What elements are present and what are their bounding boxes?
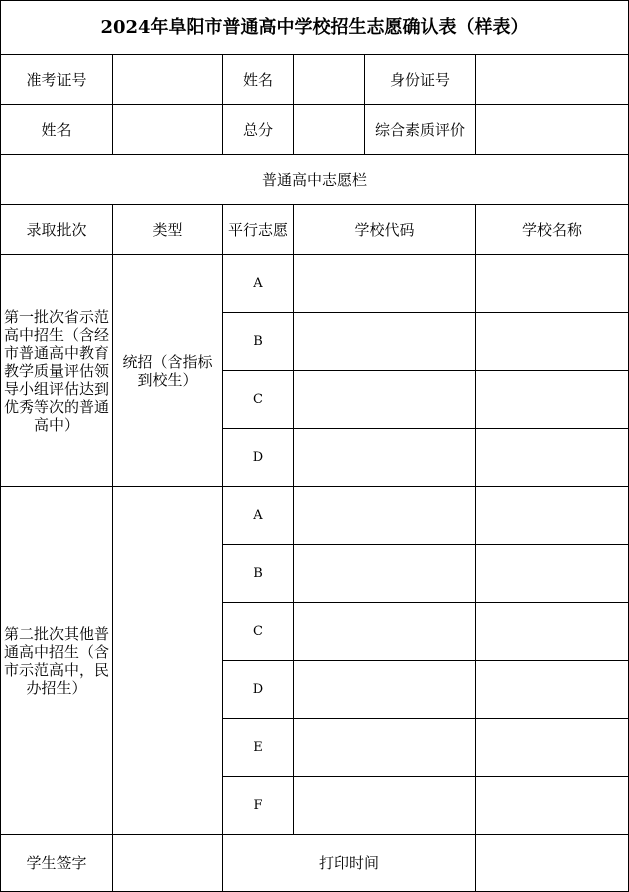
batch2-school-code[interactable] bbox=[294, 487, 475, 544]
batch2-school-code[interactable] bbox=[294, 603, 475, 660]
column-header-parallel: 平行志愿 bbox=[227, 220, 288, 239]
batch1-label: 第一批次省示范高中招生（含经市普通高中教育教学质量评估领导小组评估达到优秀等次的普通高中） bbox=[4, 307, 110, 434]
batch1-school-name[interactable] bbox=[476, 429, 628, 486]
batch1-school-name[interactable] bbox=[476, 313, 628, 370]
batch2-school-code[interactable] bbox=[294, 661, 475, 718]
section-header: 普通高中志愿栏 bbox=[261, 170, 367, 189]
batch2-choice: B bbox=[253, 565, 263, 581]
batch1-choice: A bbox=[253, 275, 263, 291]
name-label-2: 姓名 bbox=[41, 120, 72, 139]
batch2-school-name[interactable] bbox=[476, 487, 628, 544]
total-score-label: 总分 bbox=[242, 120, 273, 139]
column-header-school-code: 学校代码 bbox=[354, 220, 415, 239]
batch2-label: 第二批次其他普通高中招生（含市示范高中，民办招生） bbox=[4, 624, 110, 697]
batch1-school-code[interactable] bbox=[294, 429, 475, 486]
batch2-type bbox=[113, 487, 222, 834]
batch1-school-name[interactable] bbox=[476, 371, 628, 428]
column-header-school-name: 学校名称 bbox=[521, 220, 582, 239]
total-score-value[interactable] bbox=[294, 105, 364, 154]
batch1-school-name[interactable] bbox=[476, 255, 628, 312]
quality-eval-label: 综合素质评价 bbox=[374, 120, 465, 139]
batch1-school-code[interactable] bbox=[294, 255, 475, 312]
batch2-school-code[interactable] bbox=[294, 777, 475, 834]
batch2-school-name[interactable] bbox=[476, 661, 628, 718]
batch2-school-code[interactable] bbox=[294, 545, 475, 602]
column-header-batch: 录取批次 bbox=[26, 220, 87, 239]
batch2-choice: C bbox=[253, 623, 263, 639]
batch2-choice: D bbox=[252, 681, 264, 697]
batch1-choice: C bbox=[253, 391, 263, 407]
batch1-choice: B bbox=[253, 333, 263, 349]
batch2-school-name[interactable] bbox=[476, 545, 628, 602]
print-time-label: 打印时间 bbox=[318, 854, 379, 872]
batch2-school-name[interactable] bbox=[476, 603, 628, 660]
batch2-school-code[interactable] bbox=[294, 719, 475, 776]
batch2-school-name[interactable] bbox=[476, 719, 628, 776]
batch1-school-code[interactable] bbox=[294, 371, 475, 428]
exam-number-value[interactable] bbox=[113, 55, 222, 104]
name-value-2[interactable] bbox=[113, 105, 222, 154]
batch1-school-code[interactable] bbox=[294, 313, 475, 370]
print-time-value[interactable] bbox=[476, 835, 628, 891]
exam-number-label: 准考证号 bbox=[26, 70, 87, 89]
form-title: 2024年阜阳市普通高中学校招生志愿确认表（样表） bbox=[100, 16, 529, 38]
batch2-choice: E bbox=[253, 739, 263, 755]
name-label: 姓名 bbox=[242, 70, 273, 89]
quality-eval-value[interactable] bbox=[476, 105, 628, 154]
column-header-type: 类型 bbox=[152, 220, 183, 239]
id-number-value[interactable] bbox=[476, 55, 628, 104]
batch2-school-name[interactable] bbox=[476, 777, 628, 834]
batch1-choice: D bbox=[252, 449, 264, 465]
student-signature-label: 学生签字 bbox=[26, 854, 87, 872]
batch1-type: 统招（含指标到校生） bbox=[122, 352, 213, 389]
name-value[interactable] bbox=[294, 55, 364, 104]
id-number-label: 身份证号 bbox=[389, 70, 450, 89]
student-signature-value[interactable] bbox=[113, 835, 222, 891]
batch2-choice: A bbox=[253, 507, 263, 523]
batch2-choice: F bbox=[253, 797, 263, 813]
